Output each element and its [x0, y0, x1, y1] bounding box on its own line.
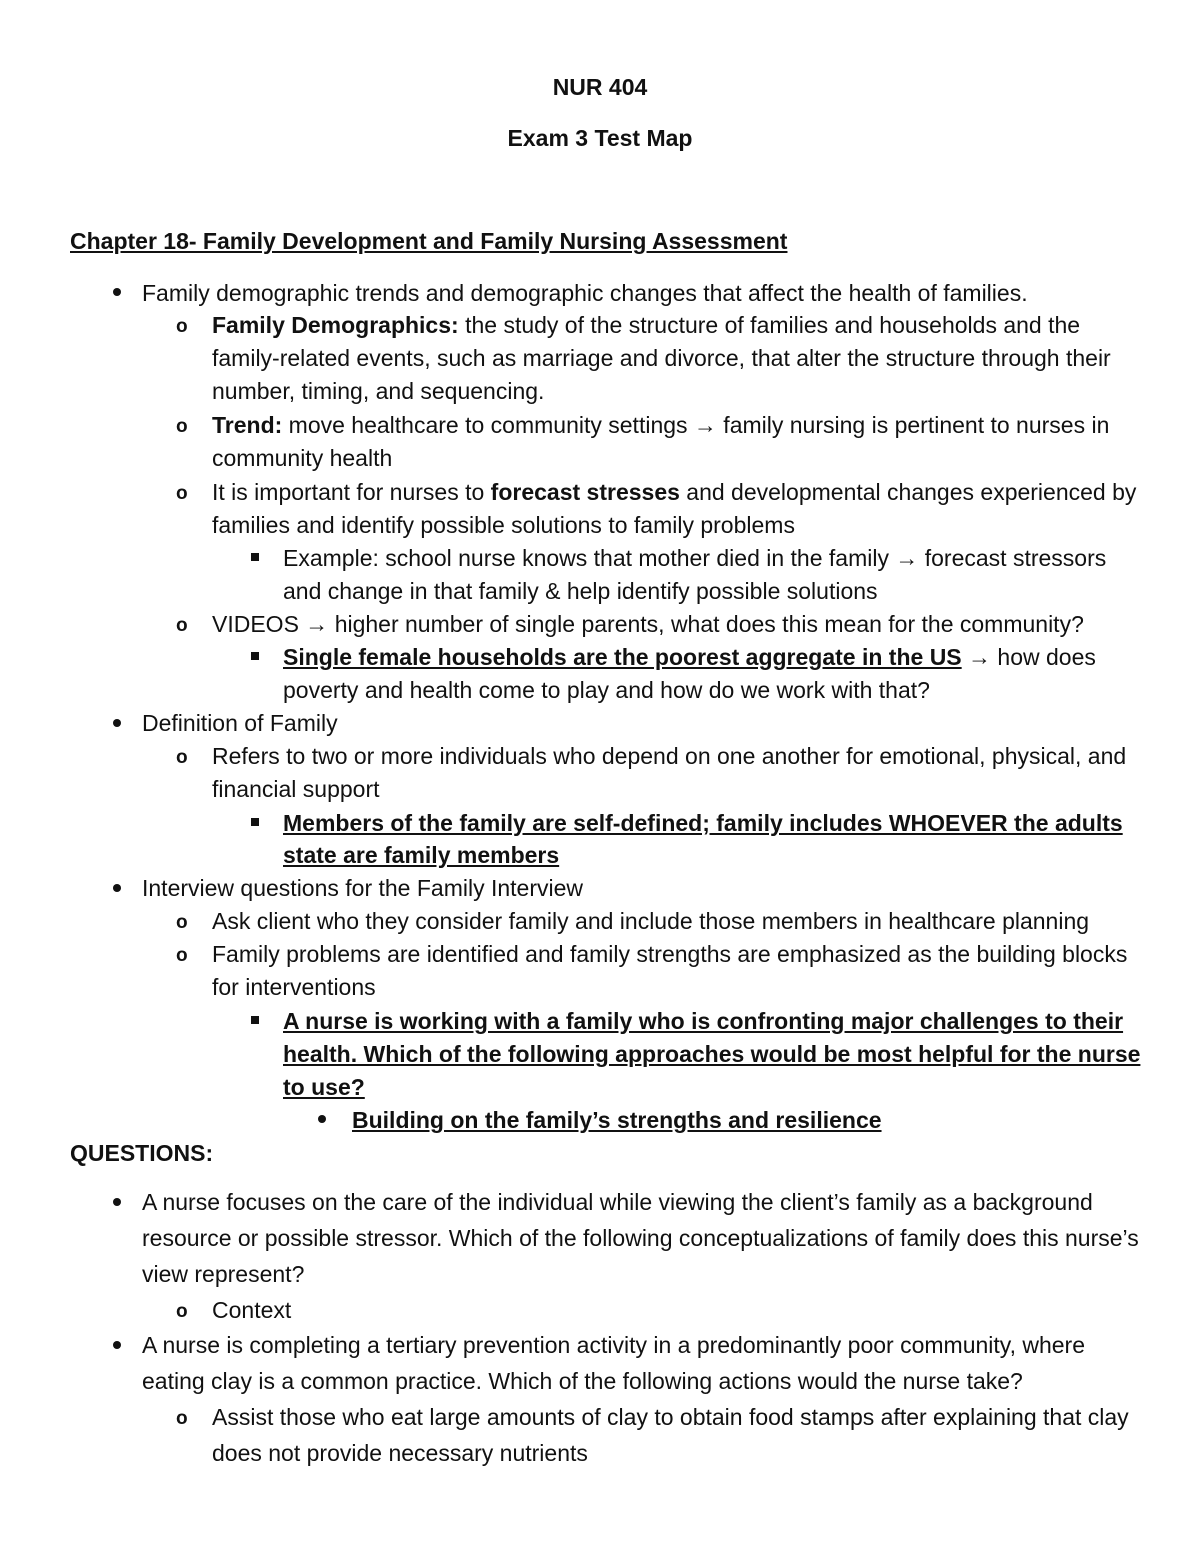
- single-female-line2: poverty and health come to play and how do we work with that?: [283, 677, 930, 703]
- trend-line1: Trend: move healthcare to community settings → family nursing is pertinent to nurses in: [212, 412, 1110, 438]
- question2-line2: eating clay is a common practice. Which of the following actions would the nurse take?: [142, 1368, 1023, 1394]
- forecast-line1: It is important for nurses to forecast stresses and developmental changes experienced by: [212, 479, 1137, 505]
- bullet-square: [251, 652, 259, 660]
- bullet-circle: o: [176, 1408, 188, 1429]
- nurse-question-line3: to use?: [283, 1074, 365, 1100]
- bullet-circle: o: [176, 416, 188, 437]
- members-line1: Members of the family are self-defined; family includes WHOEVER the adults: [283, 810, 1123, 836]
- answer-strengths: Building on the family’s strengths and resilience: [352, 1107, 882, 1133]
- problems-line2: for interventions: [212, 974, 376, 1000]
- question1-answer: Context: [212, 1297, 292, 1323]
- nurse-question-line2: health. Which of the following approaches would be most helpful for the nurse: [283, 1041, 1141, 1067]
- family-demographics-line3: number, timing, and sequencing.: [212, 378, 545, 404]
- example-line2: and change in that family & help identify possible solutions: [283, 578, 878, 604]
- bullet-disc: [113, 719, 121, 727]
- bullet-square: [251, 553, 259, 561]
- bullet-circle: o: [176, 747, 188, 768]
- question2-line1: A nurse is completing a tertiary prevention activity in a predominantly poor community, where: [142, 1332, 1086, 1358]
- bullet-square: [251, 818, 259, 826]
- question1-line3: view represent?: [142, 1261, 305, 1287]
- bullet-demographics: Family demographic trends and demographic changes that affect the health of families.: [142, 280, 1028, 306]
- course-title: NUR 404: [552, 74, 648, 100]
- bullet-disc: [113, 1341, 121, 1349]
- problems-line1: Family problems are identified and family strengths are emphasized as the building blocks: [212, 941, 1128, 967]
- refers-line2: financial support: [212, 776, 380, 802]
- members-line2: state are family members: [283, 842, 560, 868]
- bullet-circle: o: [176, 615, 188, 636]
- ask-line: Ask client who they consider family and include those members in healthcare planning: [212, 908, 1090, 934]
- bullet-disc: [113, 884, 121, 892]
- bullet-disc: [113, 288, 121, 296]
- bullet-circle: o: [176, 945, 188, 966]
- refers-line1: Refers to two or more individuals who depend on one another for emotional, physical, and: [212, 743, 1127, 769]
- family-demographics-line1: Family Demographics: the study of the structure of families and households and the: [212, 312, 1081, 338]
- document-title: Exam 3 Test Map: [507, 125, 693, 151]
- bullet-circle: o: [176, 483, 188, 504]
- bullet-definition: Definition of Family: [142, 710, 338, 736]
- question1-line2: resource or possible stressor. Which of the following conceptualizations of family does this nurse’s: [142, 1225, 1139, 1251]
- family-demographics-line2: family-related events, such as marriage and divorce, that alter the structure through their: [212, 345, 1111, 371]
- question2-answer-line2: does not provide necessary nutrients: [212, 1440, 588, 1466]
- example-line1: Example: school nurse knows that mother died in the family → forecast stressors: [283, 545, 1107, 571]
- forecast-line2: families and identify possible solutions to family problems: [212, 512, 795, 538]
- bullet-disc: [318, 1115, 326, 1123]
- nurse-question-line1: A nurse is working with a family who is confronting major challenges to their: [283, 1008, 1124, 1034]
- bullet-circle: o: [176, 1301, 188, 1322]
- videos-line: VIDEOS → higher number of single parents, what does this mean for the community?: [212, 611, 1084, 637]
- question1-line1: A nurse focuses on the care of the individual while viewing the client’s family as a background: [142, 1189, 1093, 1215]
- bullet-disc: [113, 1198, 121, 1206]
- questions-heading: QUESTIONS:: [70, 1140, 214, 1166]
- bullet-circle: o: [176, 316, 188, 337]
- bullet-circle: o: [176, 912, 188, 933]
- chapter-heading: Chapter 18- Family Development and Family Nursing Assessment: [70, 228, 788, 254]
- trend-line2: community health: [212, 445, 393, 471]
- question2-answer-line1: Assist those who eat large amounts of clay to obtain food stamps after explaining that clay: [212, 1404, 1129, 1430]
- single-female-line1: Single female households are the poorest aggregate in the US → how does: [283, 644, 1096, 670]
- bullet-square: [251, 1016, 259, 1024]
- bullet-interview: Interview questions for the Family Interview: [142, 875, 584, 901]
